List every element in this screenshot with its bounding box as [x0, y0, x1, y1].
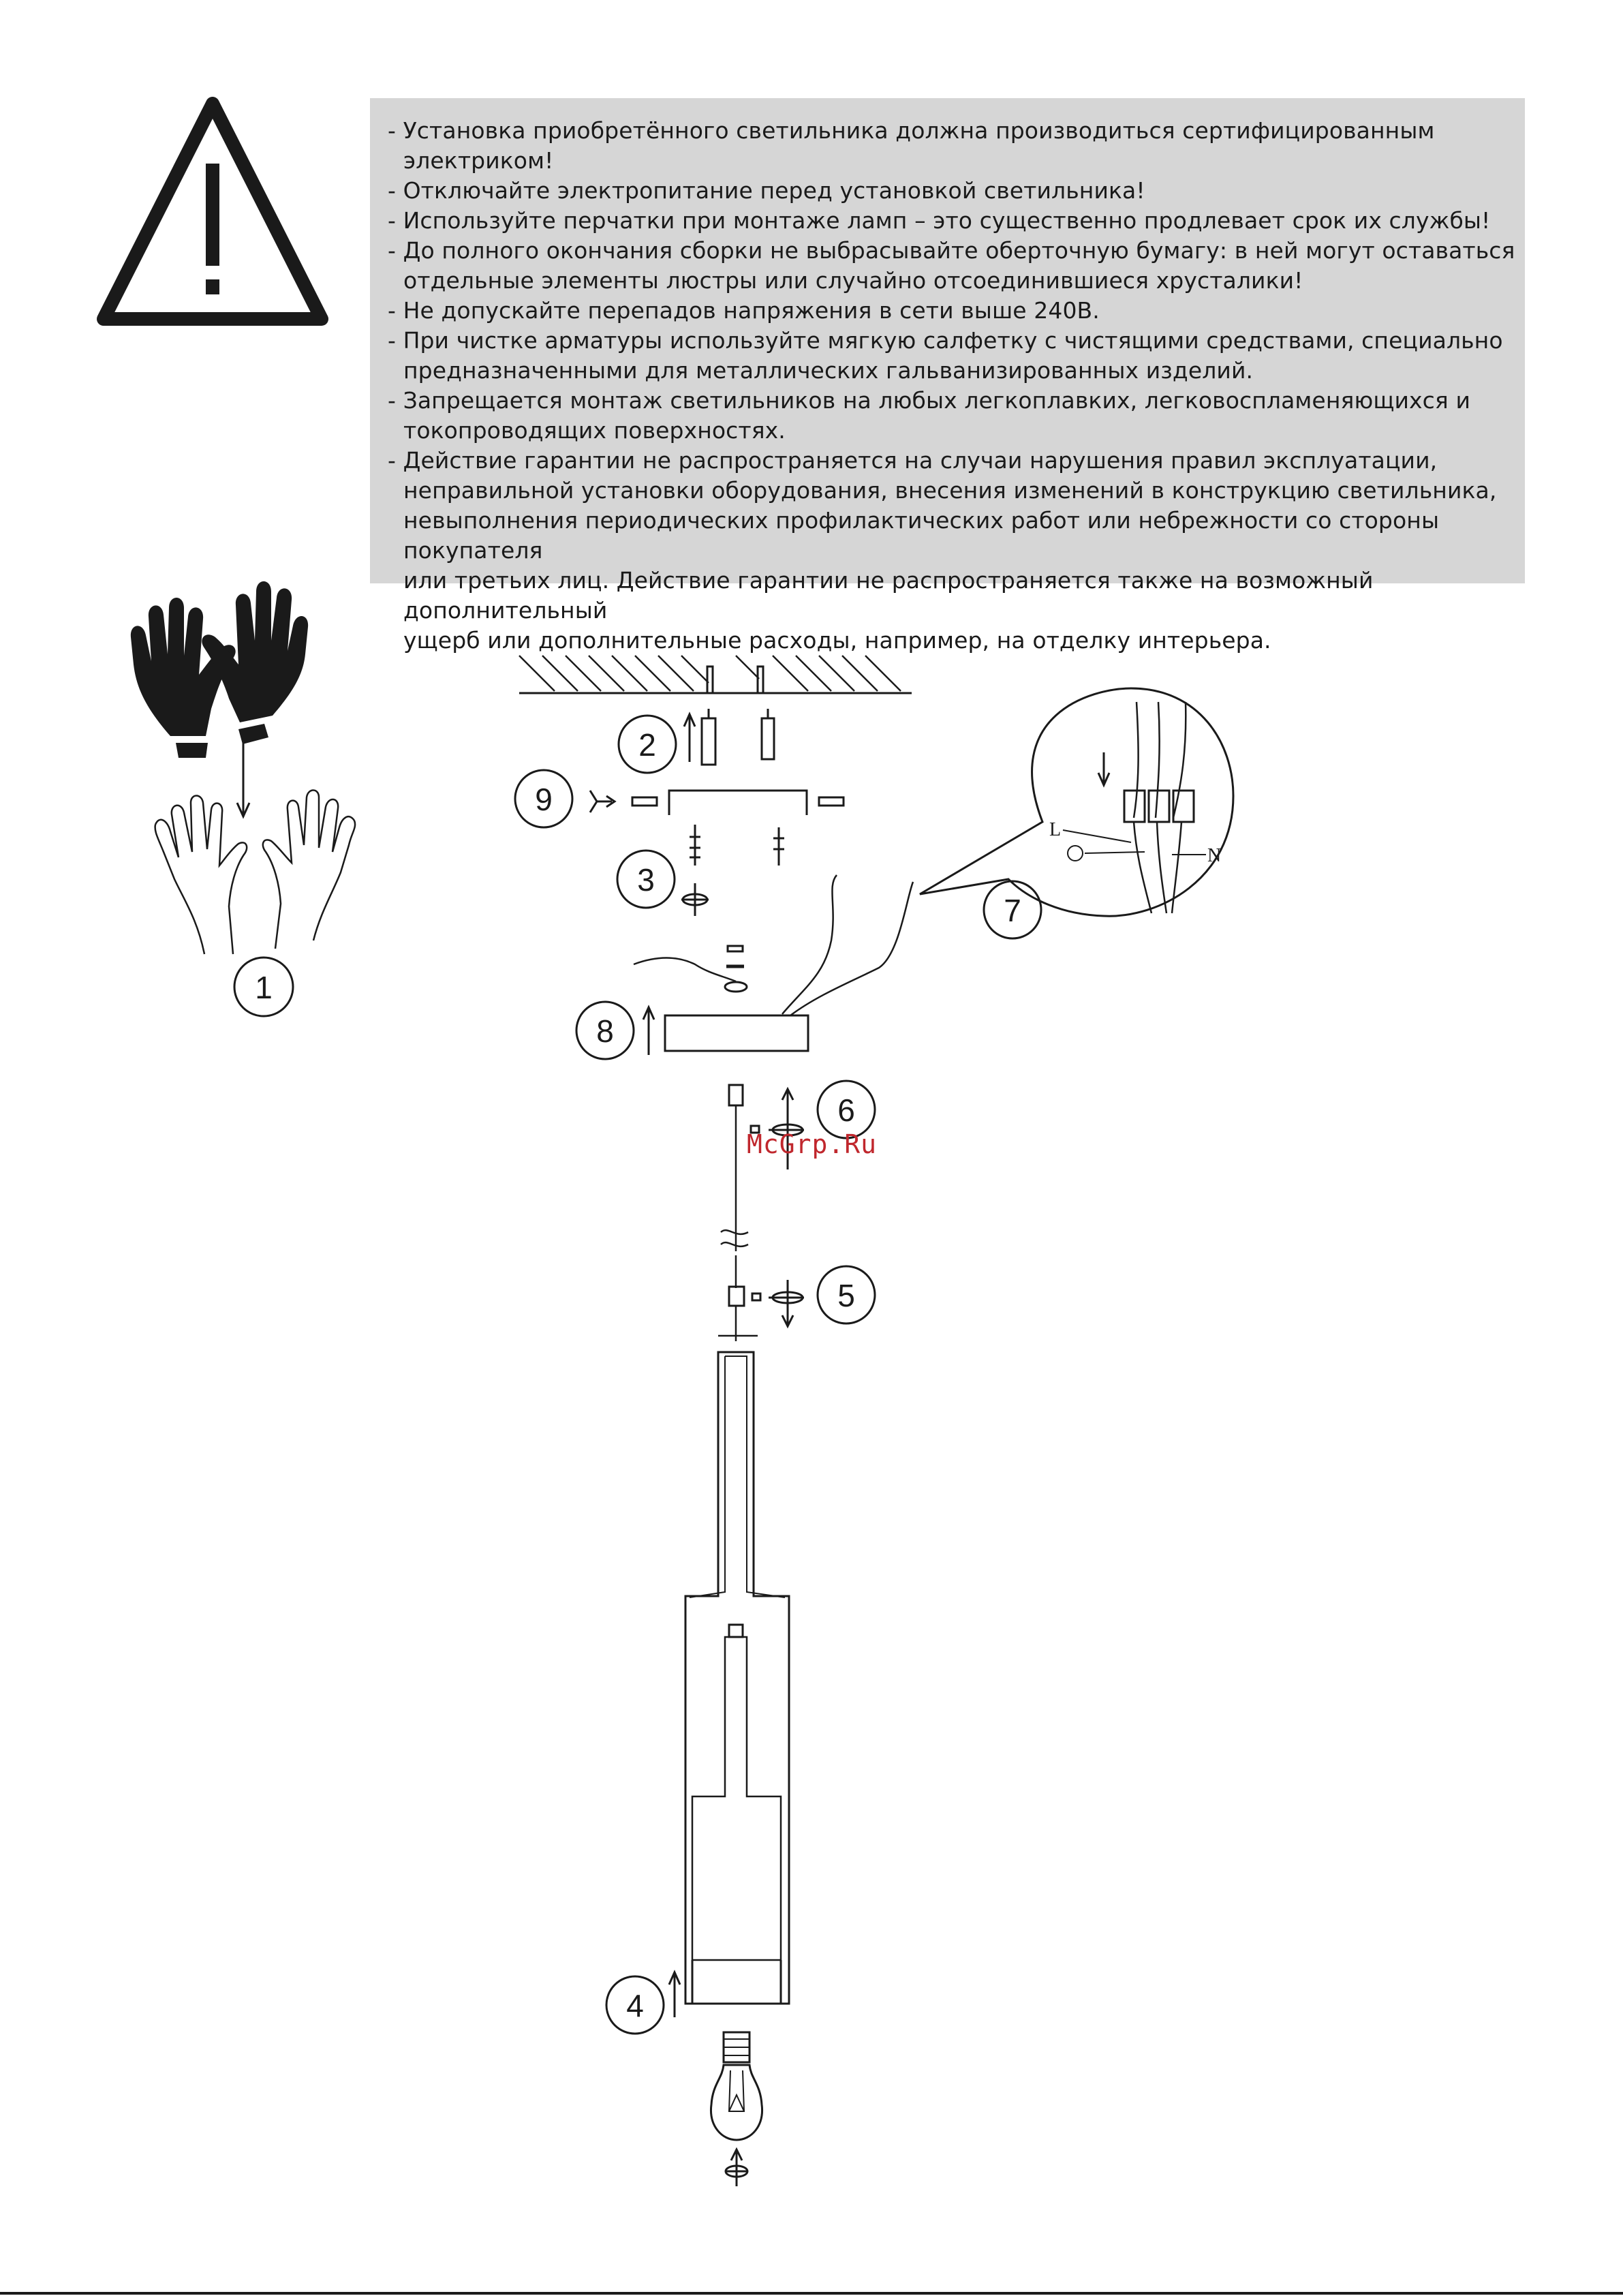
step-3-number: 3	[637, 862, 655, 898]
light-bulb-icon	[711, 2032, 762, 2140]
step-2-number: 2	[638, 727, 656, 763]
neutral-wire-label: N	[1207, 845, 1222, 866]
warning-item: - Отключайте электропитание перед установкой светильника!	[388, 177, 1145, 204]
warning-item: - Установка приобретённого светильника должна производиться сертифицированным электриком!	[388, 117, 1435, 174]
step-5-number: 5	[837, 1278, 855, 1313]
warning-item: - При чистке арматуры используйте мягкую салфетку с чистящими средствами, специально предназначенными для металлических гальванизированных изделий.	[388, 327, 1503, 384]
warning-item: - Используйте перчатки при монтаже ламп – это существенно продлевает срок их службы!	[388, 207, 1491, 234]
warning-item: - Запрещается монтаж светильников на любых легкоплавких, легковоспламеняющихся и токопроводящих поверхностях.	[388, 387, 1471, 444]
gloves-icon	[131, 581, 308, 758]
warning-item: - Действие гарантии не распространяется на случаи нарушения правил эксплуатации, неправильной установки оборудования, внесения изменений в конструкцию светильника, невыполнения периодических профилактических работ или небрежности со стороны покупателя или третьих лиц. Действие гарантии не распространяется также на возможный дополнительный ущерб или дополнительные расходы, например, на отделку интерьера.	[388, 447, 1497, 654]
bare-hands-icon	[155, 791, 355, 955]
watermark: McGrp.Ru	[747, 1129, 878, 1159]
live-wire-label: L	[1049, 819, 1062, 840]
step-4-number: 4	[626, 1988, 644, 2023]
page-bottom-rule	[0, 2292, 1623, 2295]
step-6-number: 6	[837, 1092, 855, 1128]
warning-item: - До полного окончания сборки не выбрасывайте оберточную бумагу: в ней могут оставаться отдельные элементы люстры или случайно отсоединившиеся хрусталики!	[388, 237, 1515, 294]
step-1-number: 1	[255, 970, 273, 1005]
step-9-number: 9	[535, 782, 553, 817]
warning-item: - Не допускайте перепадов напряжения в сети выше 240В.	[388, 297, 1100, 324]
lamp-shade	[685, 1352, 789, 2004]
step-7-number: 7	[1004, 893, 1021, 928]
step-8-number: 8	[596, 1013, 614, 1049]
